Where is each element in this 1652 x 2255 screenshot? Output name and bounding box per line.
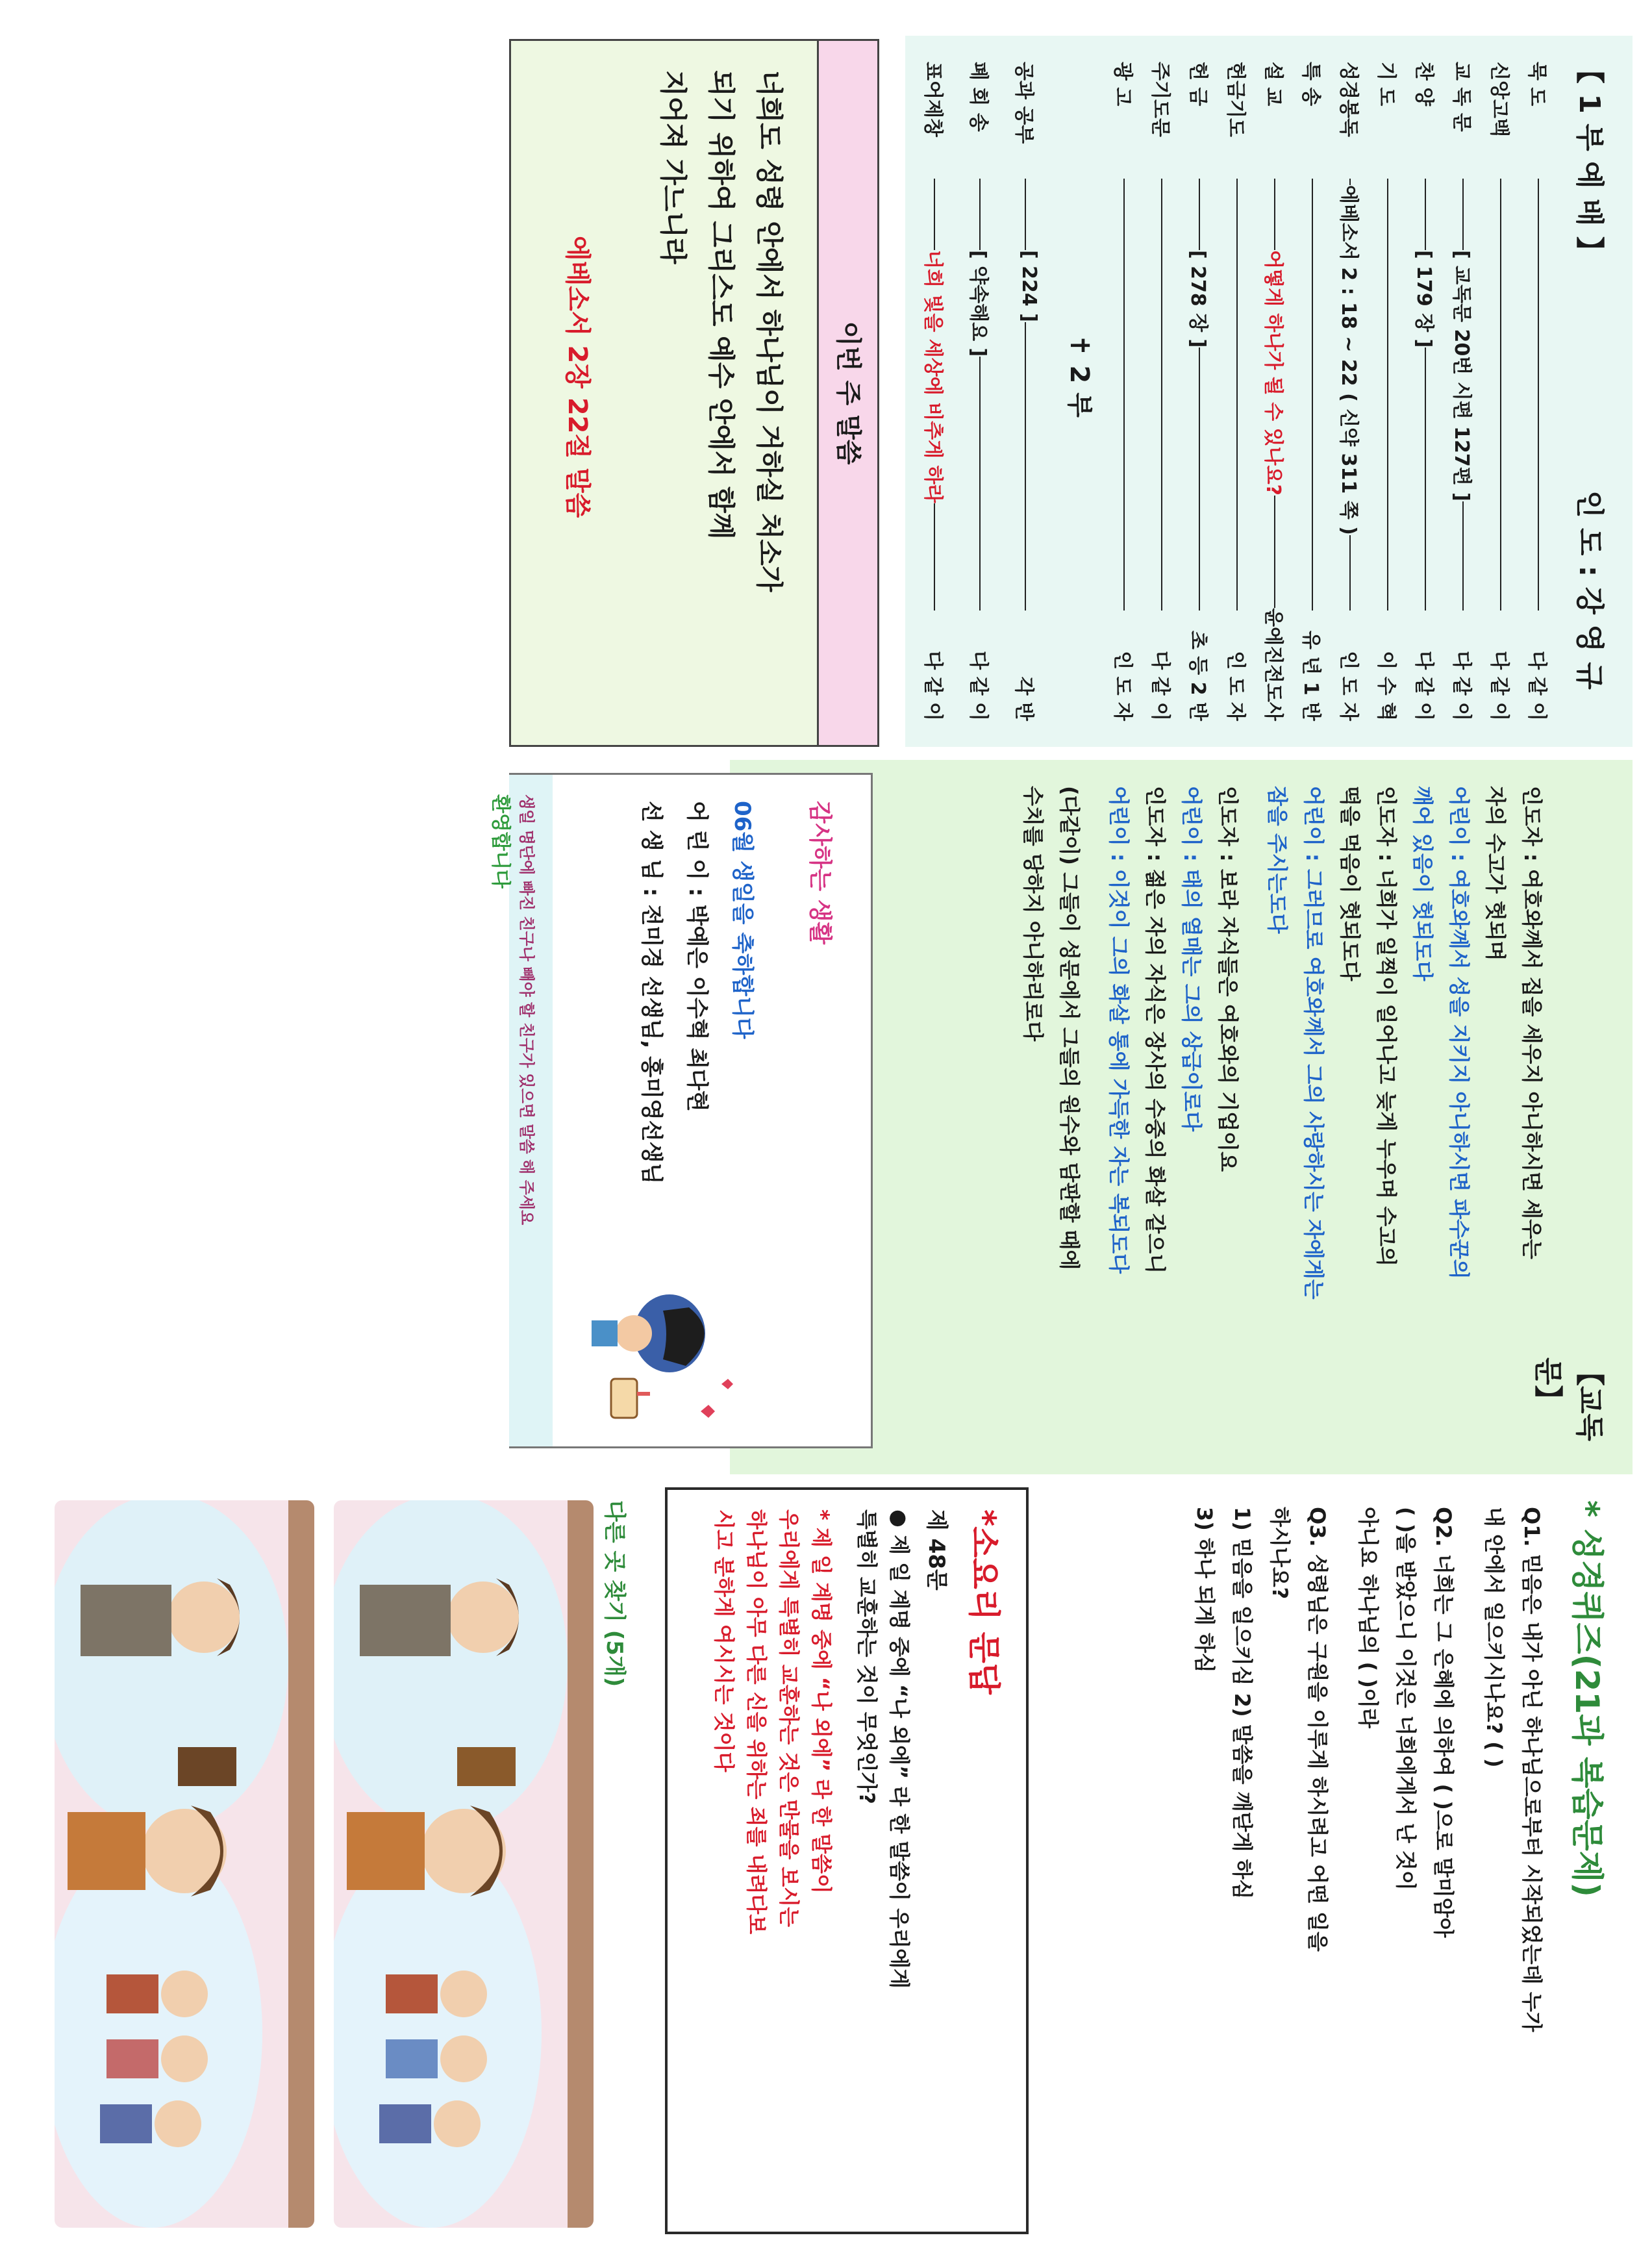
order-item-who: 다 같 이 — [921, 651, 949, 721]
order-row — [1331, 36, 1373, 747]
order-item-name: 묵 도 — [1525, 62, 1548, 107]
worship-title: 【 1 부 예 배 】 — [1573, 55, 1606, 265]
verse-line: 되기 위하여 그리스도 예수 안에서 함께 — [705, 70, 737, 540]
order-item-name: 헌금기도 — [1224, 62, 1247, 137]
catechism-box — [665, 1487, 1029, 2234]
quiz-line: Q3. 성령님은 구원을 이루게 하시려고 어떤 일을 — [1305, 1507, 1330, 1952]
order-line — [1025, 179, 1026, 611]
order-item-who: 이 수 혁 — [1374, 651, 1403, 721]
order-row — [1520, 36, 1561, 747]
birthday-children: 어 린 이 : 박예은 이수혁 최다현 — [684, 801, 710, 1112]
quiz-line: 3) 하나 되게 하심 — [1192, 1507, 1217, 1673]
reading-line: 어린이 : 그러므로 여호와께서 그의 사랑하시는 자에게는 — [1301, 786, 1326, 1300]
order-row — [1482, 36, 1523, 747]
order-row — [1407, 36, 1448, 747]
reading-line: 수치를 당하지 아니하리로다 — [1021, 786, 1045, 1042]
welcome-text: 환영합니다 — [489, 794, 512, 888]
verse-reference: 에베소서 2장 22절 말씀 — [562, 236, 592, 518]
order-item-name: 설 교 — [1262, 62, 1284, 107]
thanks-box — [489, 773, 873, 1448]
quiz-line: ( )을 받았으니 이것은 너희에게서 난 것이 — [1394, 1507, 1418, 1891]
order-item-detail: [ 179 장 ] — [1412, 250, 1440, 347]
spot-difference-panel — [16, 1487, 639, 2234]
order-item-who: 각 반 — [1012, 677, 1040, 721]
order-item-detail: 너희 빛을 세상에 비추게 하라 — [921, 250, 949, 503]
verse-title: 이번 주 말씀 — [817, 41, 877, 745]
order-item-who: 다 같 이 — [1487, 651, 1516, 721]
order-row — [1444, 36, 1486, 747]
order-item-detail: [ 교독문 20번 시편 127편 ] — [1449, 250, 1478, 501]
order-item-who: 다 같 이 — [1525, 651, 1553, 721]
order-item-who: 윤에진전도사 — [1261, 608, 1290, 721]
order-item-name: 찬 양 — [1412, 62, 1435, 107]
order-item-name: 특 송 — [1299, 62, 1322, 107]
quiz-line: 1) 믿음을 일으키심 2) 말씀을 깨닫게 하심 — [1230, 1507, 1255, 1900]
order-item-name: 헌 금 — [1186, 62, 1209, 107]
order-line — [1161, 179, 1162, 611]
order-row — [1007, 36, 1048, 747]
reading-line: 인도자 : 젊은 자의 자식은 장사의 수중의 화살 같으니 — [1143, 786, 1168, 1274]
order-row — [1181, 36, 1222, 747]
bible-quiz-panel — [1048, 1487, 1633, 2234]
part2-title: ✝ 2 부 — [1064, 334, 1094, 418]
order-row — [1294, 36, 1335, 747]
verse-body — [649, 70, 793, 592]
church-scene-illustration — [334, 1500, 594, 2228]
worship-order-panel — [905, 36, 1633, 747]
reading-line: 자의 수고가 헛되며 — [1483, 786, 1508, 961]
order-item-who: 다 같 이 — [1449, 651, 1478, 721]
order-row — [1143, 36, 1184, 747]
catechism-answer-line: 하나님이 아무 다른 신을 위하는 죄를 내려다보 — [744, 1509, 769, 1935]
catechism-answer-line: 시고 분하게 여시시는 것이다 — [712, 1509, 736, 1772]
reading-line: 인도자 : 여호와께서 집을 세우지 아니하시면 세우는 — [1520, 786, 1544, 1259]
order-item-who: 다 같 이 — [1412, 651, 1440, 721]
order-item-who: 인 도 자 — [1110, 651, 1139, 721]
order-item-name: 교 독 문 — [1450, 62, 1473, 132]
order-item-who: 인 도 자 — [1336, 651, 1365, 721]
order-item-detail: 에베소서 2 : 18 ~ 22 ( 신약 311 쪽 ) — [1336, 185, 1365, 535]
order-item-name: 기 도 — [1375, 62, 1397, 107]
reading-line: (다같이) 그들이 성문에서 그들의 원수와 담판할 때에 — [1057, 786, 1082, 1270]
order-item-name: 주기도문 — [1149, 62, 1171, 137]
birthday-character-icon — [585, 1281, 747, 1431]
order-line — [1500, 179, 1501, 611]
order-item-detail: [ 약속해요 ] — [966, 250, 995, 357]
birthday-note: 생일 명단에 빠진 친구나 빼야 할 친구가 있으면 말씀 해 주세요 — [518, 794, 536, 1226]
quiz-line: 아니요 하나님의 ( )이라 — [1356, 1507, 1381, 1728]
birthday-teachers: 선 생 님 : 전미경 선생님, 홍미영선생님 — [638, 801, 664, 1185]
weekly-verse-box — [509, 39, 879, 747]
order-item-detail: [ 278 장 ] — [1186, 250, 1214, 347]
thanks-title: 감사하는 생활 — [807, 801, 833, 945]
reading-title: 【교독문】 — [1531, 1357, 1606, 1442]
reading-line: 떡을 먹음이 헛되도다 — [1338, 786, 1362, 981]
order-row — [961, 36, 1003, 747]
order-line — [1538, 179, 1539, 611]
spot-title: 다른 곳 찾기 (5개) — [601, 1500, 627, 1687]
order-line — [979, 179, 981, 611]
order-item-detail: 어떻게 하나가 될 수 있나요? — [1261, 250, 1290, 496]
order-item-who: 다 같 이 — [966, 651, 995, 721]
reading-line: 어린이 : 여호와께서 성을 지키지 아니하시면 파수꾼의 — [1447, 786, 1471, 1279]
order-item-name: 표어제창 — [921, 62, 944, 137]
order-line — [1425, 179, 1426, 611]
order-line — [1387, 179, 1388, 611]
worship-leader: 인 도 : 강 영 규 — [1573, 490, 1606, 690]
order-item-who: 다 같 이 — [1148, 651, 1177, 721]
quiz-line: 하시나요? — [1268, 1507, 1292, 1600]
reading-line: 잠을 주시는도다 — [1265, 786, 1290, 934]
order-line — [1312, 179, 1313, 611]
order-row — [1256, 36, 1297, 747]
spot-scene-original — [334, 1500, 594, 2228]
order-item-name: 신앙고백 — [1488, 62, 1510, 137]
order-line — [1199, 179, 1200, 611]
quiz-line: Q2. 너희는 그 은혜에 의하여 ( )으로 말미암아 — [1431, 1507, 1456, 1938]
order-item-detail: [ 224 ] — [1018, 250, 1040, 322]
order-row — [1105, 36, 1147, 747]
catechism-title: *소요리 문답 — [965, 1509, 1003, 1695]
reading-line: 깨어 있음이 헛되도다 — [1410, 786, 1435, 981]
catechism-question-line: 특별히 교훈하는 것이 무엇인가? — [855, 1509, 879, 1804]
order-item-name: 성경봉독 — [1337, 62, 1360, 137]
quiz-title: * 성경퀴즈(21과 복습문제) — [1568, 1500, 1606, 1897]
verse-line: 지어져 가느니라 — [657, 70, 689, 264]
order-item-name: 광 고 — [1111, 62, 1134, 107]
order-row — [1218, 36, 1260, 747]
order-item-name: 폐 회 송 — [967, 62, 990, 132]
order-item-name: 공과 공부 — [1012, 62, 1035, 144]
reading-line: 어린이 : 태의 열매는 그의 상급이로다 — [1179, 786, 1204, 1132]
quiz-line: Q1. 믿음은 내가 아닌 하나님으로부터 시작되었는데 누가 — [1520, 1507, 1544, 2032]
catechism-question-line: ● 제 일 계명 중에 “나 외에” 라 한 말씀이 우리에게 — [887, 1509, 912, 1989]
order-item-who: 인 도 자 — [1223, 651, 1252, 721]
order-line — [1123, 179, 1125, 611]
birthday-title: 06월 생일을 축하합니다 — [729, 801, 755, 1039]
reading-line: 인도자 : 너희가 일찍이 일어나고 늦게 누우며 수고의 — [1374, 786, 1399, 1266]
catechism-answer-line: * 제 일 계명 중에 “나 외에” 라 한 말씀이 — [809, 1509, 834, 1894]
reading-line: 인도자 : 보라 자식들은 여호와의 기업이요 — [1216, 786, 1240, 1172]
order-line — [1236, 179, 1238, 611]
catechism-answer-line: 우리에게 특별히 교훈하는 것은 만물을 보시는 — [777, 1509, 801, 1928]
order-row — [1369, 36, 1410, 747]
spot-scene-changed — [55, 1500, 314, 2228]
reading-line: 어린이 : 이것이 그의 화살 통에 가득한 자는 복되도다 — [1107, 786, 1131, 1274]
order-item-who: 초 등 2 반 — [1186, 631, 1214, 721]
quiz-line: 내 안에서 일으키시나요? ( ) — [1482, 1507, 1507, 1768]
order-item-who: 유 년 1 반 — [1299, 631, 1327, 721]
verse-line: 너희도 성령 안에서 하나님이 거하실 처소가 — [753, 70, 785, 592]
catechism-number: 제 48문 — [923, 1509, 949, 1591]
church-scene-illustration-variant — [55, 1500, 314, 2228]
order-row — [916, 36, 957, 747]
